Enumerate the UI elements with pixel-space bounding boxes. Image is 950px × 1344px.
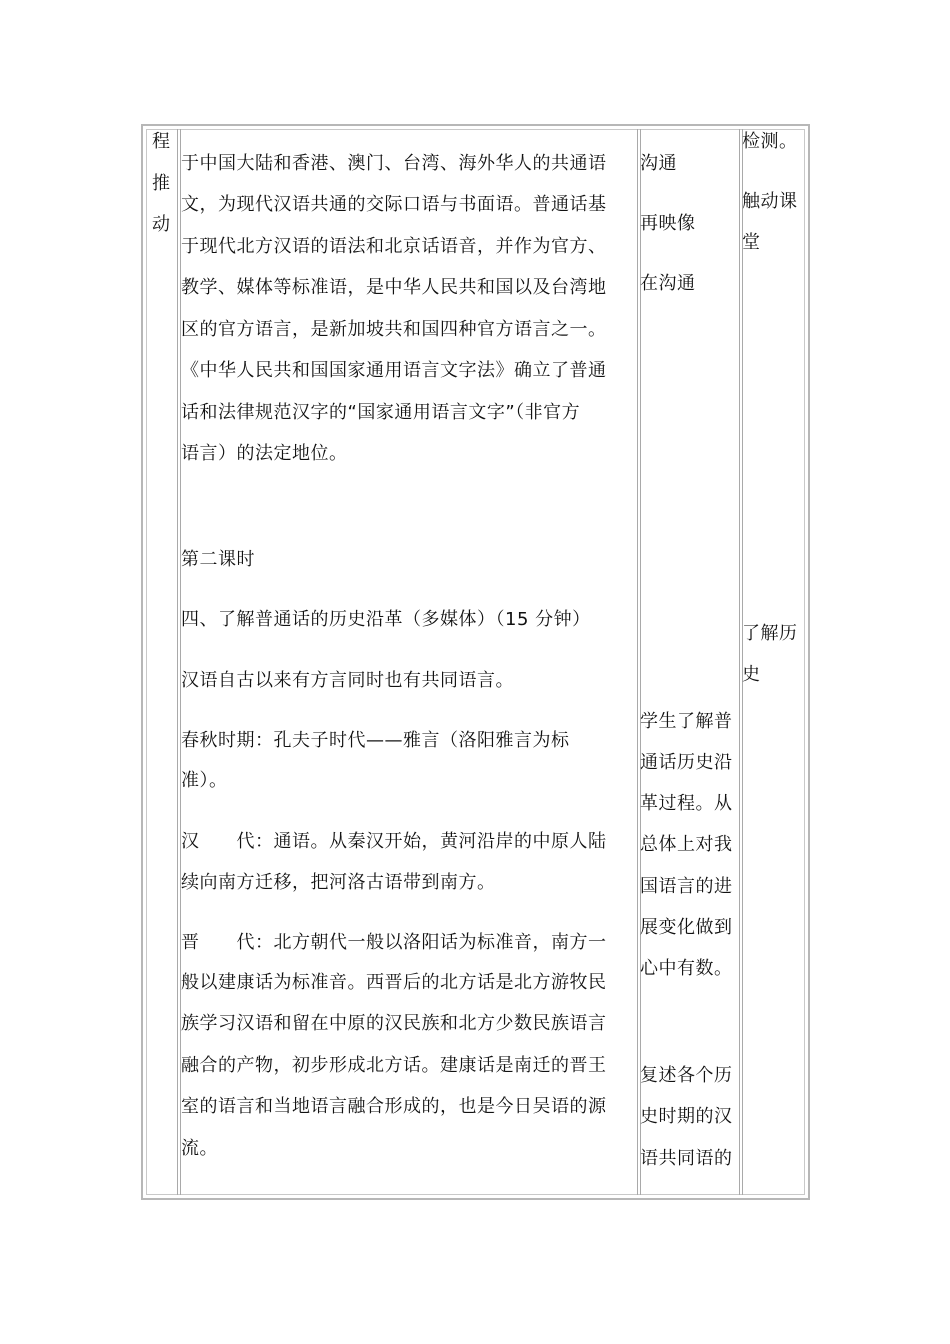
- activity-step: 沟通: [640, 153, 677, 174]
- han-line: 续向南方迁移，把河洛古语带到南方。: [181, 872, 496, 893]
- activity-line: 学生了解普: [640, 711, 733, 732]
- activity-line: 总体上对我: [640, 834, 733, 855]
- content-line: 教学、媒体等标准语，是中华人民共和国以及台湾地: [181, 277, 607, 298]
- jin-line: 融合的产物，初步形成北方话。建康话是南迁的晋王: [181, 1055, 607, 1076]
- activity-line: 史时期的汉: [640, 1106, 733, 1127]
- content-line: 于现代北方汉语的语法和北京话语音，并作为官方、: [181, 236, 607, 257]
- intent-line: 史: [742, 664, 761, 685]
- lesson-title: 第二课时: [181, 549, 255, 570]
- intent-line: 堂: [742, 232, 761, 253]
- activity-line: 展变化做到: [640, 917, 733, 938]
- section-heading: 四、了解普通话的历史沿革（多媒体）（15 分钟）: [181, 609, 591, 630]
- activity-line: 心中有数。: [640, 958, 733, 979]
- chunqiu-line: 准）。: [181, 770, 228, 791]
- activity-line: 革过程。从: [640, 793, 733, 814]
- activity-step: 再映像: [640, 213, 696, 234]
- content-line: 语言）的法定地位。: [181, 443, 348, 464]
- intent-line: 触动课: [742, 191, 798, 212]
- stage-label-char: 动: [152, 214, 170, 235]
- jin-line: 流。: [181, 1138, 218, 1159]
- intro-line: 汉语自古以来有方言同时也有共同语言。: [181, 670, 514, 691]
- stage-label-char: 程: [152, 131, 170, 152]
- intent-line: 检测。: [742, 131, 798, 152]
- activity-step: 在沟通: [640, 273, 696, 294]
- content-line: 区的官方语言，是新加坡共和国四种官方语言之一。: [181, 319, 607, 340]
- activity-line: 国语言的进: [640, 876, 733, 897]
- jin-line: 般以建康话为标准音。西晋后的北方话是北方游牧民: [181, 972, 607, 993]
- content-line: 话和法律规范汉字的“国家通用语言文字”（非官方: [181, 402, 581, 423]
- jin-line: 室的语言和当地语言融合形成的，也是今日吴语的源: [181, 1096, 607, 1117]
- activity-line: 复述各个历: [640, 1065, 733, 1086]
- content-line: 《中华人民共和国国家通用语言文字法》确立了普通: [181, 360, 607, 381]
- content-line: 于中国大陆和香港、澳门、台湾、海外华人的共通语: [181, 153, 607, 174]
- activity-line: 语共同语的: [640, 1148, 733, 1169]
- stage-label-char: 推: [152, 173, 170, 194]
- han-line: 汉 代：通语。从秦汉开始，黄河沿岸的中原人陆: [181, 831, 607, 852]
- content-line: 文，为现代汉语共通的交际口语与书面语。普通话基: [181, 194, 607, 215]
- jin-line: 晋 代：北方朝代一般以洛阳话为标准音，南方一: [181, 932, 607, 953]
- chunqiu-line: 春秋时期：孔夫子时代——雅言（洛阳雅言为标: [181, 730, 570, 751]
- activity-line: 通话历史沿: [640, 752, 733, 773]
- intent-line: 了解历: [742, 623, 798, 644]
- jin-line: 族学习汉语和留在中原的汉民族和北方少数民族语言: [181, 1013, 607, 1034]
